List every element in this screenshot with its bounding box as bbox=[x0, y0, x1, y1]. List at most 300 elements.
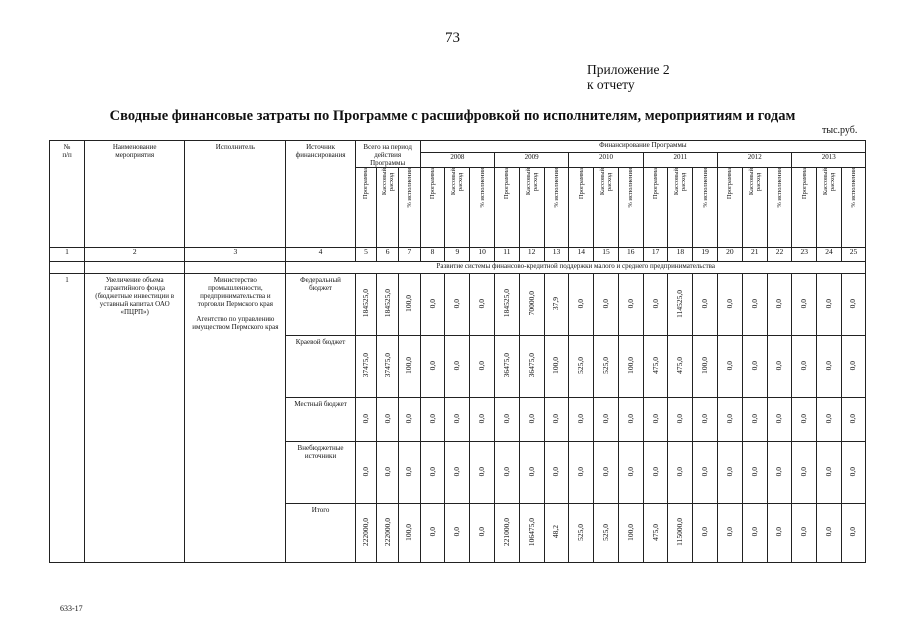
value-cell bbox=[519, 336, 544, 398]
value-cell bbox=[377, 398, 399, 442]
value-cell bbox=[594, 504, 619, 563]
value: 0,0 bbox=[774, 360, 784, 371]
document-title: Сводные финансовые затраты по Программе с расшифровкой по исполнителям, мероприятиям и годам bbox=[109, 108, 796, 124]
value: 475,0 bbox=[650, 357, 660, 374]
value: 100,0 bbox=[625, 523, 635, 541]
value-cell bbox=[668, 398, 693, 442]
value: 0,0 bbox=[526, 413, 536, 424]
value: 0,0 bbox=[824, 466, 834, 477]
value: 0,0 bbox=[749, 298, 759, 309]
funding-source: Федеральный бюджет bbox=[286, 274, 355, 336]
value: 0,0 bbox=[700, 298, 710, 309]
value-cell bbox=[817, 504, 842, 563]
value: 0,0 bbox=[452, 466, 462, 477]
value: 0,0 bbox=[700, 466, 710, 477]
value: 0,0 bbox=[427, 360, 437, 371]
value-cell bbox=[470, 336, 495, 398]
value-cell bbox=[618, 336, 643, 398]
value: 184525,0 bbox=[360, 289, 370, 318]
value: 475,0 bbox=[675, 357, 685, 374]
column-number: 24 bbox=[817, 248, 842, 262]
funding-source: Итого bbox=[286, 504, 355, 563]
value-cell bbox=[519, 442, 544, 504]
column-number: 14 bbox=[569, 248, 594, 262]
column-number: 18 bbox=[668, 248, 693, 262]
value-cell bbox=[519, 274, 544, 336]
column-number: 19 bbox=[693, 248, 718, 262]
value-cell bbox=[767, 398, 792, 442]
funding-source: Местный бюджет bbox=[286, 398, 355, 442]
value-cell bbox=[693, 504, 718, 563]
subheader-cell bbox=[841, 168, 865, 248]
subheader-label: Кассовый расход bbox=[673, 168, 688, 196]
value-cell bbox=[470, 398, 495, 442]
value-cell bbox=[767, 442, 792, 504]
executor-2: Агентство по управлению имуществом Пермского края bbox=[192, 315, 279, 331]
year-header: 2013 bbox=[792, 153, 866, 168]
value: 184525,0 bbox=[501, 289, 511, 318]
value-cell bbox=[519, 504, 544, 563]
value-cell bbox=[355, 336, 377, 398]
value: 0,0 bbox=[848, 527, 858, 537]
value-cell bbox=[841, 504, 865, 563]
value-cell bbox=[495, 336, 520, 398]
value: 0,0 bbox=[360, 466, 370, 477]
column-number: 22 bbox=[767, 248, 792, 262]
appendix-line-1: Приложение 2 bbox=[587, 62, 670, 77]
value: 0,0 bbox=[452, 298, 462, 309]
executor-1: Министерство промышленности, предпринимательства и торговли Пермского края bbox=[197, 276, 273, 308]
value: 0,0 bbox=[477, 413, 487, 424]
value: 0,0 bbox=[501, 466, 511, 477]
value-cell bbox=[718, 504, 743, 563]
appendix-line-2: к отчету bbox=[587, 77, 635, 92]
column-number: 23 bbox=[792, 248, 817, 262]
header-executor: Исполнитель bbox=[185, 141, 286, 248]
column-number: 8 bbox=[420, 248, 445, 262]
value: 0,0 bbox=[650, 466, 660, 477]
value-cell bbox=[618, 504, 643, 563]
subheader-label: % исполнения bbox=[775, 168, 783, 208]
value: 525,0 bbox=[576, 357, 586, 374]
value-cell bbox=[742, 504, 767, 563]
value: 222000,0 bbox=[360, 517, 370, 547]
value: 0,0 bbox=[404, 466, 414, 477]
column-number: 9 bbox=[445, 248, 470, 262]
value: 0,0 bbox=[848, 298, 858, 309]
value-cell bbox=[544, 336, 569, 398]
subheader-label: % исполнения bbox=[552, 168, 560, 208]
footer-code: 633-17 bbox=[60, 604, 83, 613]
value-cell bbox=[792, 274, 817, 336]
value: 0,0 bbox=[724, 298, 734, 309]
column-number: 1 bbox=[50, 248, 85, 262]
value-cell bbox=[377, 274, 399, 336]
value: 106475,0 bbox=[526, 517, 536, 547]
value-cell bbox=[668, 336, 693, 398]
units-label: тыс.руб. bbox=[822, 125, 858, 136]
value: 0,0 bbox=[625, 413, 635, 424]
value: 0,0 bbox=[452, 360, 462, 371]
value: 0,0 bbox=[799, 413, 809, 424]
value-cell bbox=[594, 442, 619, 504]
value-cell bbox=[445, 504, 470, 563]
section-row bbox=[50, 262, 866, 274]
value-cell bbox=[519, 398, 544, 442]
funding-source: Внебюджетные источники bbox=[286, 442, 355, 504]
value-cell bbox=[544, 442, 569, 504]
header-event: Наименование мероприятия bbox=[85, 141, 185, 248]
subheader-cell bbox=[792, 168, 817, 248]
subheader-label: Кассовый расход bbox=[450, 168, 465, 196]
value: 100,0 bbox=[700, 357, 710, 374]
subheader-label: Кассовый расход bbox=[822, 168, 837, 196]
header-row-1 bbox=[50, 141, 866, 153]
value: 100,0 bbox=[404, 523, 414, 541]
value-cell bbox=[817, 336, 842, 398]
value: 0,0 bbox=[774, 527, 784, 537]
subheader-cell bbox=[445, 168, 470, 248]
value: 0,0 bbox=[477, 466, 487, 477]
subheader-cell bbox=[817, 168, 842, 248]
value: 0,0 bbox=[700, 413, 710, 424]
subheader-label: Программа bbox=[726, 168, 734, 200]
value-cell bbox=[817, 398, 842, 442]
value: 0,0 bbox=[625, 298, 635, 309]
appendix-note bbox=[587, 62, 670, 92]
value: 0,0 bbox=[360, 413, 370, 424]
year-header: 2011 bbox=[643, 153, 717, 168]
value-cell bbox=[792, 336, 817, 398]
value: 0,0 bbox=[724, 413, 734, 424]
column-number: 21 bbox=[742, 248, 767, 262]
value-cell bbox=[398, 274, 420, 336]
value-cell bbox=[470, 274, 495, 336]
value: 222000,0 bbox=[382, 517, 392, 547]
value-cell bbox=[544, 398, 569, 442]
value-cell bbox=[420, 336, 445, 398]
value-cell bbox=[668, 504, 693, 563]
value: 0,0 bbox=[675, 466, 685, 477]
value: 37,9 bbox=[551, 296, 561, 311]
subheader-cell bbox=[594, 168, 619, 248]
subheader-label: % исполнения bbox=[405, 168, 413, 208]
subheader-cell bbox=[420, 168, 445, 248]
value-cell bbox=[718, 336, 743, 398]
subheader-cell bbox=[495, 168, 520, 248]
value: 0,0 bbox=[477, 298, 487, 309]
value-cell bbox=[355, 504, 377, 563]
value-cell bbox=[355, 398, 377, 442]
subheader-label: Программа bbox=[429, 168, 437, 200]
subheader-cell bbox=[742, 168, 767, 248]
subheader-label: Кассовый расход bbox=[599, 168, 614, 196]
year-header: 2009 bbox=[495, 153, 569, 168]
item-name: Увеличение объема гарантийного фонда (бюджетные инвестиции в уставный капитал ОАО «ПЦРП») bbox=[85, 274, 185, 563]
year-header: 2010 bbox=[569, 153, 643, 168]
header-source: Источник финансирования bbox=[286, 141, 355, 248]
year-header: 2012 bbox=[718, 153, 792, 168]
value: 100,0 bbox=[551, 357, 561, 374]
subheader-label: Кассовый расход bbox=[524, 168, 539, 196]
value: 115000,0 bbox=[675, 518, 685, 546]
value-cell bbox=[398, 398, 420, 442]
value: 0,0 bbox=[382, 466, 392, 477]
value-cell bbox=[495, 504, 520, 563]
year-header: 2008 bbox=[420, 153, 494, 168]
value-cell bbox=[355, 442, 377, 504]
value: 0,0 bbox=[724, 466, 734, 477]
value: 0,0 bbox=[824, 298, 834, 309]
subheader-cell bbox=[470, 168, 495, 248]
value-cell bbox=[420, 398, 445, 442]
value-cell bbox=[569, 398, 594, 442]
value: 0,0 bbox=[551, 466, 561, 477]
value: 0,0 bbox=[477, 360, 487, 371]
value-cell bbox=[643, 504, 668, 563]
value-cell bbox=[718, 398, 743, 442]
subheader-cell bbox=[668, 168, 693, 248]
funding-source: Краевой бюджет bbox=[286, 336, 355, 398]
value: 0,0 bbox=[675, 413, 685, 424]
value-cell bbox=[841, 442, 865, 504]
value: 0,0 bbox=[427, 527, 437, 537]
subheader-cell bbox=[544, 168, 569, 248]
value-cell bbox=[643, 398, 668, 442]
column-numbers-row bbox=[50, 248, 866, 262]
value: 0,0 bbox=[576, 466, 586, 477]
value-cell bbox=[569, 336, 594, 398]
value: 0,0 bbox=[848, 413, 858, 424]
value-cell bbox=[792, 398, 817, 442]
value: 0,0 bbox=[501, 413, 511, 424]
value: 0,0 bbox=[749, 466, 759, 477]
value: 0,0 bbox=[452, 413, 462, 424]
subheader-cell bbox=[693, 168, 718, 248]
value-cell bbox=[594, 398, 619, 442]
value: 0,0 bbox=[724, 527, 734, 537]
value-cell bbox=[445, 398, 470, 442]
subheader-label: % исполнения bbox=[701, 168, 709, 208]
value: 0,0 bbox=[848, 466, 858, 477]
value: 36475,0 bbox=[526, 353, 536, 378]
value: 0,0 bbox=[576, 413, 586, 424]
value-cell bbox=[398, 504, 420, 563]
value-cell bbox=[693, 398, 718, 442]
value: 0,0 bbox=[382, 413, 392, 424]
item-executor bbox=[185, 274, 286, 563]
subheader-label: Программа bbox=[577, 168, 585, 200]
value-cell bbox=[445, 442, 470, 504]
value-cell bbox=[377, 336, 399, 398]
value: 525,0 bbox=[601, 523, 611, 541]
financial-table bbox=[49, 140, 866, 563]
value-cell bbox=[618, 398, 643, 442]
value: 0,0 bbox=[824, 527, 834, 537]
value: 0,0 bbox=[477, 527, 487, 537]
column-number: 15 bbox=[594, 248, 619, 262]
value-cell bbox=[594, 274, 619, 336]
value: 0,0 bbox=[799, 298, 809, 309]
value: 37475,0 bbox=[360, 353, 370, 378]
header-num: № п/п bbox=[50, 141, 85, 248]
subheader-cell bbox=[398, 168, 420, 248]
value-cell bbox=[718, 442, 743, 504]
value-cell bbox=[767, 274, 792, 336]
column-number: 12 bbox=[519, 248, 544, 262]
value-cell bbox=[355, 274, 377, 336]
value: 0,0 bbox=[650, 298, 660, 309]
value: 0,0 bbox=[601, 466, 611, 477]
value-cell bbox=[377, 504, 399, 563]
value: 0,0 bbox=[848, 360, 858, 371]
value-cell bbox=[742, 336, 767, 398]
value-cell bbox=[420, 274, 445, 336]
value-cell bbox=[841, 274, 865, 336]
column-number: 17 bbox=[643, 248, 668, 262]
value-cell bbox=[841, 398, 865, 442]
value: 0,0 bbox=[774, 298, 784, 309]
subheader-cell bbox=[355, 168, 377, 248]
value-cell bbox=[420, 504, 445, 563]
subheader-label: Кассовый расход bbox=[747, 168, 762, 196]
subheader-cell bbox=[377, 168, 399, 248]
value: 0,0 bbox=[749, 413, 759, 424]
value-cell bbox=[767, 504, 792, 563]
header-total: Всего на период действия Программы bbox=[355, 141, 420, 168]
value-cell bbox=[569, 274, 594, 336]
column-number: 11 bbox=[495, 248, 520, 262]
subheader-label: Программа bbox=[800, 168, 808, 200]
value-cell bbox=[643, 442, 668, 504]
value: 525,0 bbox=[601, 357, 611, 374]
value-cell bbox=[742, 442, 767, 504]
value-cell bbox=[792, 504, 817, 563]
value-cell bbox=[495, 274, 520, 336]
subheader-label: Программа bbox=[362, 168, 370, 200]
column-number: 7 bbox=[398, 248, 420, 262]
value: 0,0 bbox=[601, 298, 611, 309]
value: 0,0 bbox=[799, 466, 809, 477]
value-cell bbox=[643, 274, 668, 336]
header-financing: Финансирование Программы bbox=[420, 141, 865, 153]
value-cell bbox=[470, 442, 495, 504]
subheader-cell bbox=[718, 168, 743, 248]
value-cell bbox=[445, 274, 470, 336]
subheader-label: % исполнения bbox=[478, 168, 486, 208]
value: 0,0 bbox=[650, 413, 660, 424]
value: 184525,0 bbox=[382, 289, 392, 318]
column-number: 13 bbox=[544, 248, 569, 262]
value: 36475,0 bbox=[501, 353, 511, 378]
value: 0,0 bbox=[427, 466, 437, 477]
value-cell bbox=[495, 442, 520, 504]
value-cell bbox=[445, 336, 470, 398]
value-cell bbox=[377, 442, 399, 504]
subheader-cell bbox=[569, 168, 594, 248]
value-cell bbox=[420, 442, 445, 504]
value-cell bbox=[841, 336, 865, 398]
value-cell bbox=[398, 442, 420, 504]
subheader-label: Программа bbox=[503, 168, 511, 200]
value: 100,0 bbox=[625, 357, 635, 374]
item-number: 1 bbox=[50, 274, 85, 563]
value-cell bbox=[544, 274, 569, 336]
column-number: 20 bbox=[718, 248, 743, 262]
value-cell bbox=[693, 336, 718, 398]
value-cell bbox=[817, 274, 842, 336]
value-cell bbox=[618, 274, 643, 336]
value: 0,0 bbox=[576, 298, 586, 309]
value-cell bbox=[742, 274, 767, 336]
value-cell bbox=[618, 442, 643, 504]
column-number: 25 bbox=[841, 248, 865, 262]
value-cell bbox=[569, 442, 594, 504]
value-cell bbox=[569, 504, 594, 563]
value: 70000,0 bbox=[526, 291, 536, 316]
value-cell bbox=[792, 442, 817, 504]
value-cell bbox=[693, 442, 718, 504]
column-number: 10 bbox=[470, 248, 495, 262]
value: 114525,0 bbox=[675, 289, 685, 318]
value: 475,0 bbox=[650, 523, 660, 541]
value: 48,2 bbox=[551, 525, 561, 539]
value-cell bbox=[470, 504, 495, 563]
value-cell bbox=[495, 398, 520, 442]
value-cell bbox=[544, 504, 569, 563]
value: 0,0 bbox=[427, 298, 437, 309]
value: 0,0 bbox=[749, 360, 759, 371]
value-cell bbox=[398, 336, 420, 398]
value: 0,0 bbox=[404, 413, 414, 424]
value: 100,0 bbox=[404, 357, 414, 374]
value: 0,0 bbox=[774, 466, 784, 477]
value: 0,0 bbox=[724, 360, 734, 371]
value: 0,0 bbox=[551, 413, 561, 424]
subheader-cell bbox=[767, 168, 792, 248]
value-cell bbox=[668, 442, 693, 504]
column-number: 2 bbox=[85, 248, 185, 262]
subheader-label: Программа bbox=[652, 168, 660, 200]
value-cell bbox=[742, 398, 767, 442]
column-number: 5 bbox=[355, 248, 377, 262]
column-number: 4 bbox=[286, 248, 355, 262]
value: 0,0 bbox=[526, 466, 536, 477]
column-number: 16 bbox=[618, 248, 643, 262]
value: 221000,0 bbox=[501, 517, 511, 547]
value: 0,0 bbox=[824, 413, 834, 424]
value: 0,0 bbox=[601, 413, 611, 424]
value-cell bbox=[767, 336, 792, 398]
subheader-label: % исполнения bbox=[627, 168, 635, 208]
subheader-cell bbox=[643, 168, 668, 248]
value-cell bbox=[668, 274, 693, 336]
value: 0,0 bbox=[452, 527, 462, 537]
column-number: 3 bbox=[185, 248, 286, 262]
value: 0,0 bbox=[799, 360, 809, 371]
value: 0,0 bbox=[774, 413, 784, 424]
value: 0,0 bbox=[427, 413, 437, 424]
value: 0,0 bbox=[749, 527, 759, 537]
value: 0,0 bbox=[799, 527, 809, 537]
value-cell bbox=[594, 336, 619, 398]
column-number: 6 bbox=[377, 248, 399, 262]
value: 0,0 bbox=[824, 360, 834, 371]
value-cell bbox=[718, 274, 743, 336]
subheader-cell bbox=[618, 168, 643, 248]
value-cell bbox=[693, 274, 718, 336]
value: 0,0 bbox=[700, 527, 710, 537]
